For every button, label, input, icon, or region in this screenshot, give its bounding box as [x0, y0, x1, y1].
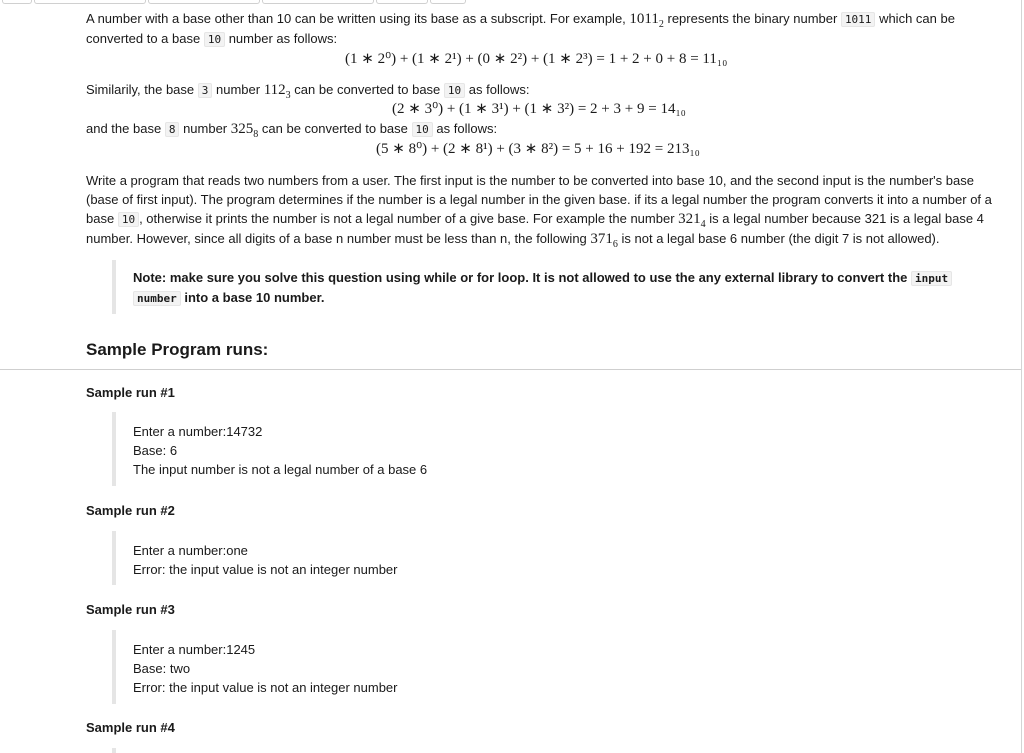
inline-code: 10 — [444, 83, 465, 98]
sample-run-output — [133, 422, 427, 479]
blockquote-bar — [112, 630, 116, 704]
output-line: Error: the input value is not an integer number — [133, 562, 398, 577]
section-divider — [0, 369, 1021, 370]
inline-code: input — [911, 271, 952, 286]
blockquote-bar — [112, 748, 116, 753]
blockquote-bar — [112, 531, 116, 585]
base3-example: $112_3$ — [263, 82, 291, 101]
output-line: Base: 6 — [133, 443, 178, 458]
inline-code: 10 — [412, 122, 433, 137]
inline-code: number — [133, 291, 181, 306]
sample-run-title: Sample run #3 — [86, 602, 175, 617]
sample-run-output — [133, 541, 397, 579]
output-line: Error: the input value is not an integer number — [133, 680, 398, 695]
output-line: The input number is not a legal number of a base 6 — [133, 462, 428, 477]
blockquote-bar — [112, 412, 116, 486]
output-line: Base: two — [133, 661, 191, 676]
similarly-paragraph: Similarily, the base 3 number $112_3$ can be converted to base 10 as follows: — [86, 82, 530, 101]
inline-code: 1011 — [841, 12, 876, 27]
inline-code: 10 — [118, 212, 139, 227]
equation-base8: (5 ∗ 8⁰) + (2 ∗ 8¹) + (3 ∗ 8²) = 5 + 16 + 192 = 213₁₀ — [376, 141, 700, 157]
blockquote-bar — [112, 260, 116, 314]
equation-binary: (1 ∗ 2⁰) + (1 ∗ 2¹) + (0 ∗ 2²) + (1 ∗ 2³) = 1 + 2 + 0 + 8 = 11₁₀ — [345, 51, 728, 67]
sample-run-output — [133, 640, 397, 697]
illegal-example: $371_6$ — [590, 231, 618, 250]
intro-text: A number with a base other than 10 can be written using its base as a subscript. For example, — [86, 11, 626, 26]
intro-text: which can be converted to a base — [86, 11, 955, 46]
inline-code: 8 — [165, 122, 180, 137]
output-line: Enter a number:one — [133, 543, 248, 558]
legal-example: $321_4$ — [678, 211, 706, 230]
sample-runs-heading: Sample Program runs: — [86, 340, 269, 359]
inline-code: 10 — [204, 32, 225, 47]
task-paragraph: Write a program that reads two numbers from a user. The first input is the number to be converted into base 10, and the second input is the number's base (base of first input). The program determines if the number is a legal number in the given base. if its a legal number the program converts it into a number of a base 10 , otherwise it prints the number is not a legal number of a give base. For example the number $321_4$ is a legal number because 321 is a legal base 4 number. However, since all digits of a base n number must be less than n, the following $371_6$ is not a legal base 6 number (the digit 7 is not allowed). — [86, 173, 992, 250]
binary-example: $1011_2$ — [629, 11, 664, 30]
intro-text: number as follows: — [228, 31, 338, 46]
base8-example: $325_8$ — [230, 121, 259, 140]
intro-paragraph — [86, 9, 1006, 49]
sample-run-title: Sample run #1 — [86, 385, 175, 400]
inline-code: 3 — [198, 83, 213, 98]
base8-paragraph: and the base 8 number $325_8$ can be converted to base 10 as follows: — [86, 121, 498, 140]
output-line: Enter a number:14732 — [133, 424, 263, 439]
sample-run-title: Sample run #2 — [86, 503, 175, 518]
equation-base3: (2 ∗ 3⁰) + (1 ∗ 3¹) + (1 ∗ 3²) = 2 + 3 + 9 = 14₁₀ — [392, 101, 686, 117]
output-line: Enter a number:1245 — [133, 642, 256, 657]
note-blockquote: Note: make sure you solve this question using while or for loop. It is not allowed to use the any external library to convert the input number into a base 10 number. — [133, 268, 973, 308]
intro-text: represents the binary number — [667, 11, 838, 26]
sample-run-title: Sample run #4 — [86, 720, 175, 735]
